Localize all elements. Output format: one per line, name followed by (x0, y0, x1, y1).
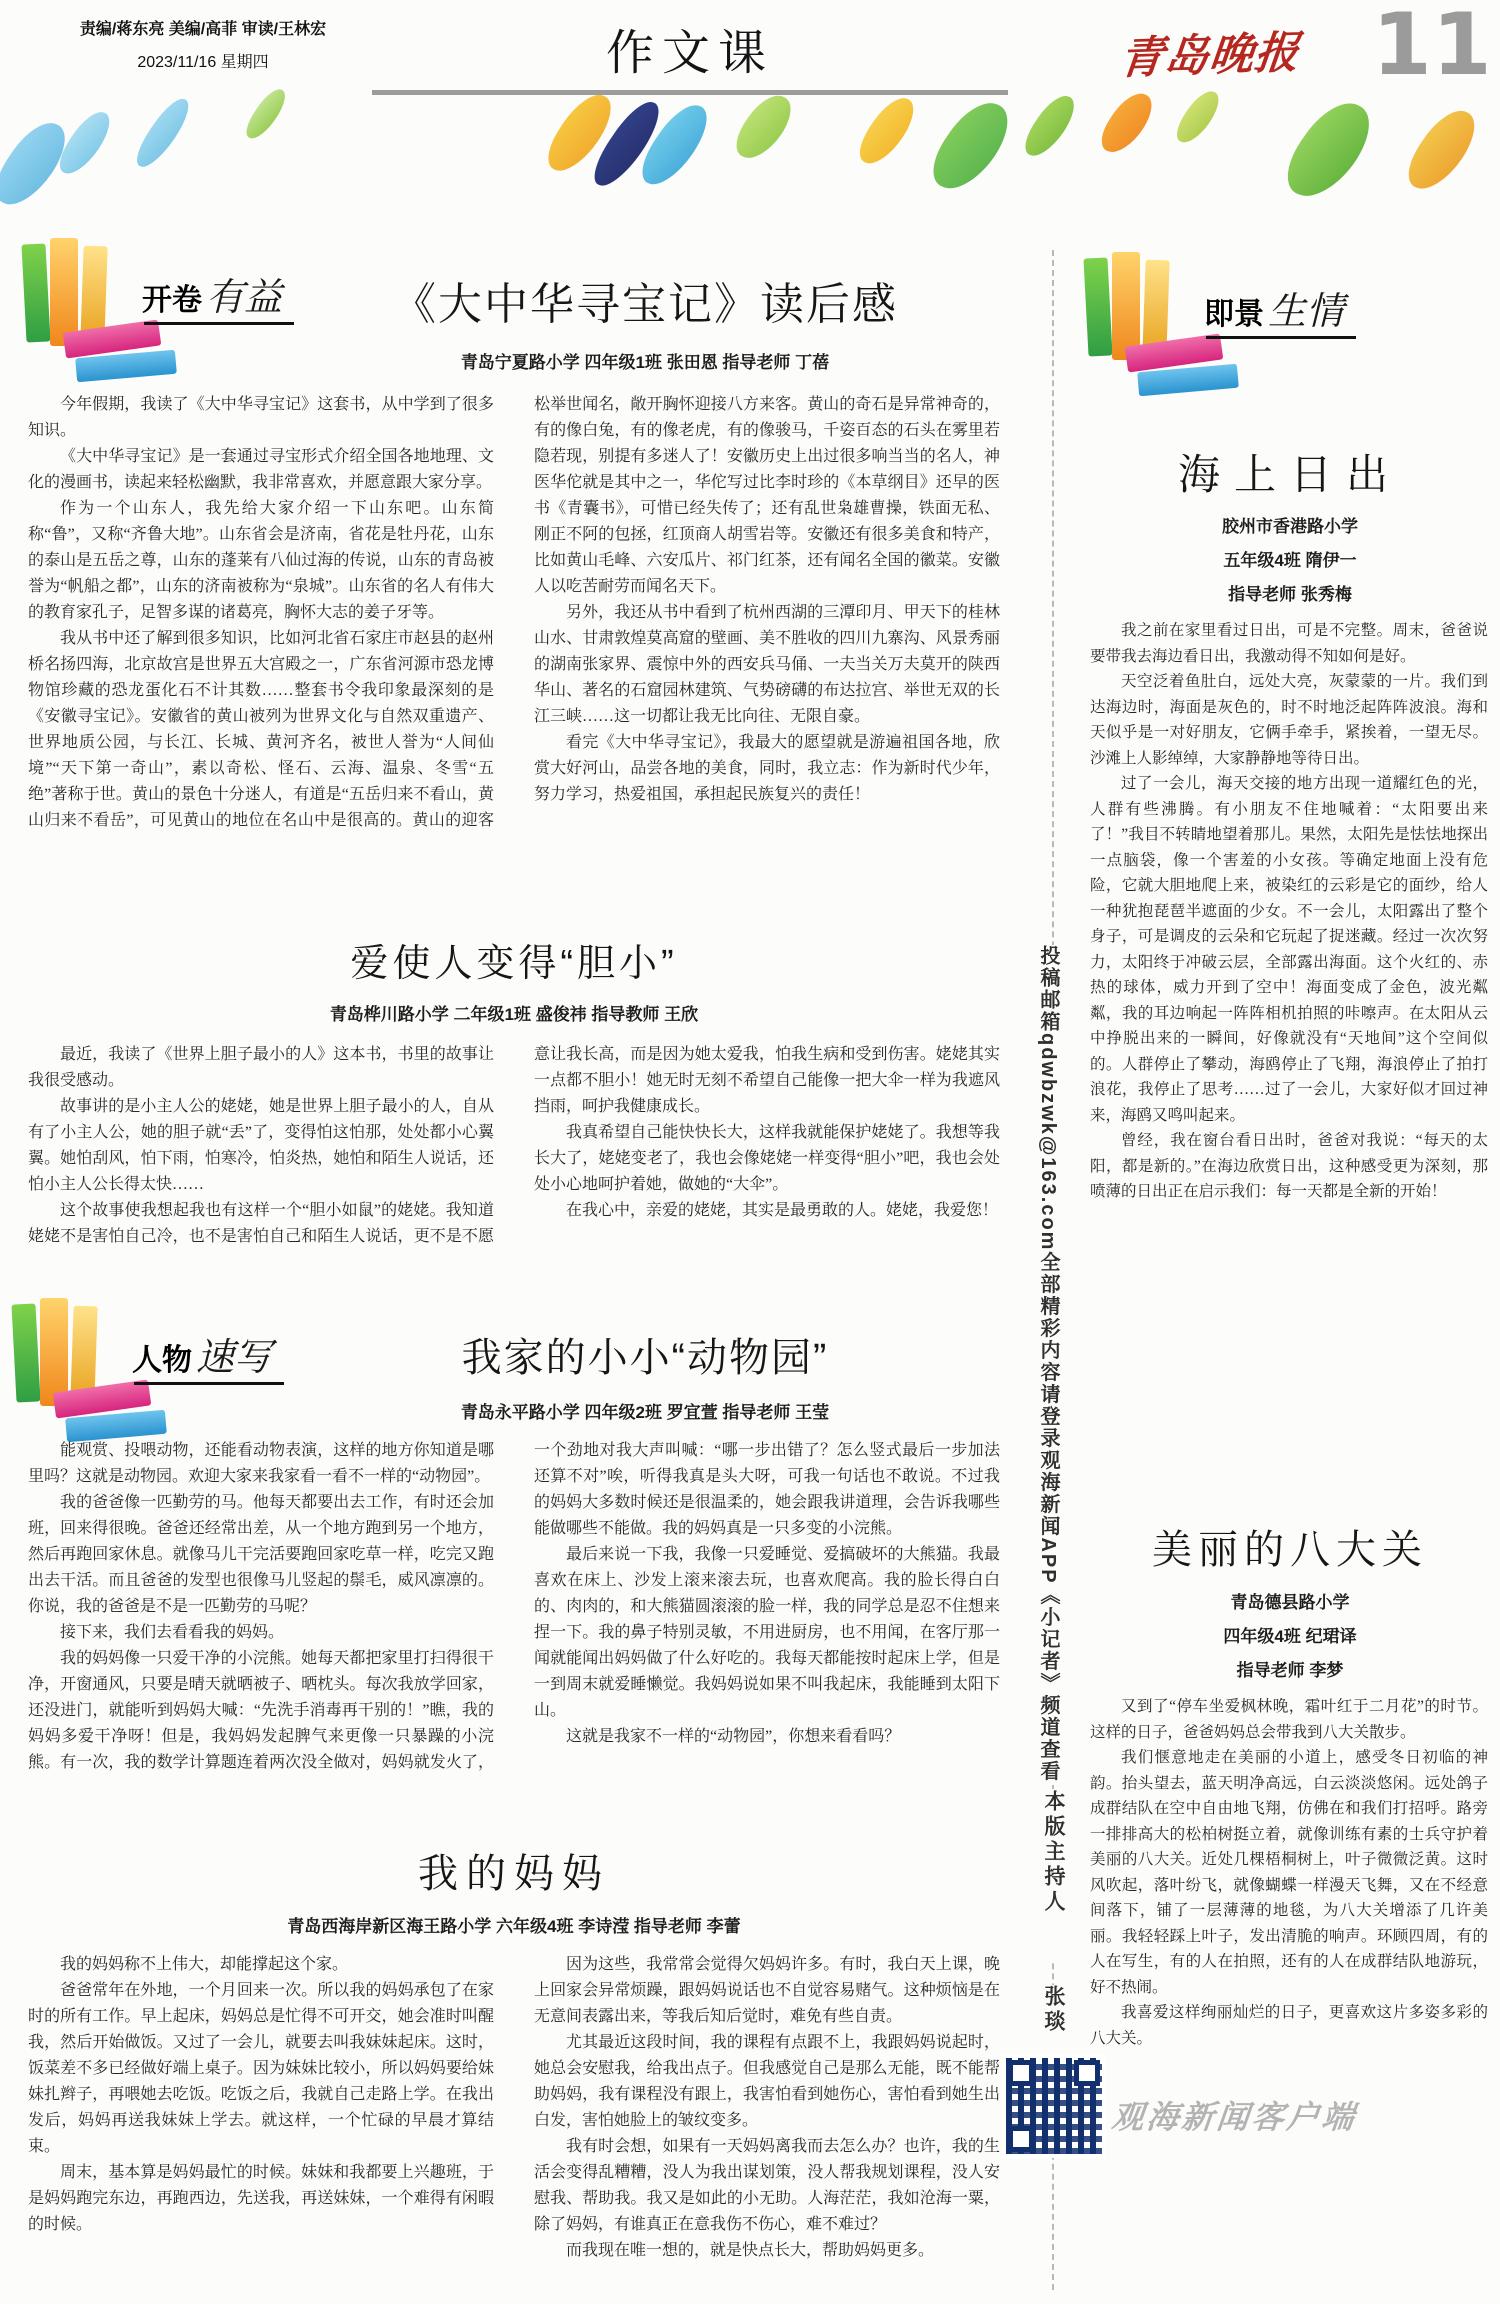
paragraph: 我有时会想，如果有一天妈妈离我而去怎么办？也许，我的生活会变得乱糟糟，没人为我出谋划策，没人帮我规划课程，没人安慰我、帮助我。我又是如此的小无助。人海茫茫，我如沧海一粟，除了妈妈，有谁真正在意我伤不伤心，难不难过？ (534, 2138, 1000, 2233)
paragraph: 周末，基本算是妈妈最忙的时候。妹妹和我都要上兴趣班，于是妈妈跑完东边，再跑西边，先送我，再送妹妹，一个难得有闲暇的时候。 (28, 2164, 494, 2233)
title-rule (372, 90, 1008, 95)
brush-stroke (128, 95, 197, 171)
qr-caption: 观海新闻客户端 (1109, 2098, 1359, 2136)
paragraph: 指导老师 张秀梅 (1228, 585, 1352, 604)
section-label-script: 有益 (206, 275, 283, 319)
books-icon (50, 238, 78, 346)
paragraph: 我从书中还了解到很多知识，比如河北省石家庄市赵县的赵州桥名扬四海，北京故宫是世界五大宫殿之一，广东省河源市恐龙博物馆珍藏的恐龙蛋化石不计其数……整套书令我印象最深刻的是《安徽寻宝记》。安徽省的黄山被列为世界文化与自然双重遗产、世界地质公园，与长江、长城、黄河齐名，被世人誉为“人间仙境”“天下第一奇山”，素以奇松、怪石、云海、温泉、冬雪“五绝”著称于世。黄山的景色十分迷人，有道是“五岳归来不看山，黄山归来不看岳”，可见黄山的地位在名山中是很高的。黄山的迎客松举世闻名，敞开胸怀迎接八方来客。黄山的奇石是异常神奇的，有的像白兔，有的像老虎，有的像骏马，千姿百态的石头在雾里若隐若现，别提有多迷人了！安徽历史上出过很多响当当的名人，神医华佗就是其中之一，华佗写过比李时珍的《本草纲目》还早的医书《青囊书》，可惜已经失传了；还有乱世枭雄曹操，铁面无私、刚正不阿的包拯，红顶商人胡雪岩等。安徽还有很多美食和特产，比如黄山毛峰、六安瓜片、祁门红茶，还有闻名全国的徽菜。安徽人以吃苦耐劳而闻名天下。 (28, 396, 1000, 829)
essay-body-mom (28, 1952, 1000, 2300)
brush-stroke (919, 96, 1023, 196)
section-jijing (1086, 252, 1366, 412)
books-icon (1083, 257, 1112, 356)
essay-body-badaguan (1090, 1694, 1488, 2284)
paragraph: 《大中华寻宝记》是一套通过寻宝形式介绍全国各地地理、文化的漫画书，读起来轻松幽默，我非常喜欢，并愿意跟大家分享。 (28, 448, 494, 491)
section-label (1204, 280, 1344, 335)
section-rule (1206, 336, 1356, 339)
paragraph: 这个故事使我想起我也有这样一个“胆小如鼠”的姥姥。我知道姥姥不是害怕自己冷，也不是害怕自己和陌生人说话，更不是不愿意让我长高，而是因为她太爱我，怕我生病和受到伤害。姥姥其实一点都不胆小！她无时无刻不希望自己能像一把大伞一样为我遮风挡雨，呵护我健康成长。 (28, 1046, 1000, 1245)
paragraph: 这就是我家不一样的“动物园”，你想来看看吗？ (566, 1728, 901, 1745)
books-icon (21, 243, 50, 342)
brush-stroke (726, 91, 802, 164)
essay-byline-mom: 青岛西海岸新区海王路小学 六年级4班 李诗滢 指导老师 李蕾 (287, 1917, 741, 1936)
essay-body-zoo (28, 1438, 1000, 1830)
essay-byline-treasure: 青岛宁夏路小学 四年级1班 张田恩 指导老师 丁蓓 (460, 353, 830, 372)
paragraph: 尤其最近这段时间，我的课程有点跟不上，我跟妈妈说起时，她总会安慰我，给我出点子。但我感觉自己是那么无能，既不能帮助妈妈，我有课程没有跟上，我害怕看到她伤心，害怕看到她生出白发，害怕她脸上的皱纹变多。 (534, 2034, 1000, 2129)
page-number: 11 (1372, 0, 1492, 95)
qr-finder (1008, 2126, 1034, 2152)
page-host-label: 本版主持人 (1038, 1790, 1068, 1960)
paragraph: 我的妈妈称不上伟大，却能撑起这个家。 (60, 1956, 349, 1973)
paragraph: 指导老师 李梦 (1236, 1661, 1344, 1680)
paragraph: 曾经，我在窗台看日出时，爸爸对我说：“每天的太阳，都是新的。”在海边欣赏日出，这种感受更为深刻，那喷薄的日出正在启示我们：每一天都是全新的开始！ (1090, 1132, 1488, 1200)
paragraph: 天空泛着鱼肚白，远处大亮，灰蒙蒙的一片。我们到达海边时，海面是灰色的，时不时地泛起阵阵波浪。海和天似乎是一对好朋友，它俩手牵手，紧挨着，一望无尽。沙滩上人影绰绰，大家静静地等待日出。 (1090, 673, 1488, 767)
essay-title-timid: 爱使人变得“胆小” (350, 943, 678, 985)
section-label-script: 速写 (196, 1335, 273, 1379)
brush-stroke (1396, 105, 1488, 195)
section-label-bold: 即景 (1204, 298, 1264, 331)
paragraph: 又到了“停车坐爱枫林晚，霜叶红于二月花”的时节。这样的日子，爸爸妈妈总会带我到八大关散步。 (1090, 1698, 1488, 1741)
section-label-script: 生情 (1268, 289, 1345, 333)
brush-stroke-band (0, 100, 1500, 220)
section-label (132, 1326, 272, 1381)
paragraph: 我们惬意地走在美丽的小道上，感受冬日初临的神韵。抬头望去，蓝天明净高远，白云淡淡悠闲。远处鸽子成群结队在空中自由地飞翔，仿佛在和我们打招呼。路旁一排排高大的松柏树挺立着，就像训练有素的士兵守护着美丽的八大关。近处几棵梧桐树上，叶子微微泛黄。这时风吹起，落叶纷飞，就像蝴蝶一样漫天飞舞，又在不经意间落下，铺了一层薄薄的地毯，为八大关增添了几许美丽。我轻轻踩上叶子，发出清脆的响声。环顾四周，有的人在写生，有的人在拍照，还有的人在成群结队地游玩，好不热闹。 (1090, 1749, 1488, 1996)
essay-body-sunrise (1090, 618, 1488, 1488)
credits-line: 责编/蒋东亮 美编/高菲 审读/王林宏 (79, 21, 327, 38)
paragraph: 我真希望自己能快快长大，这样我就能保护姥姥了。我想等我长大了，姥姥变老了，我也会像姥姥一样变得“胆小”吧，我也会处处小心地呵护着她，做她的“大伞”。 (534, 1124, 1000, 1193)
section-rule (144, 322, 294, 325)
essay-byline-sunrise (1090, 512, 1490, 614)
brush-stroke (850, 94, 925, 169)
essay-byline-timid: 青岛桦川路小学 二年级1班 盛俊祎 指导教师 王欣 (329, 1005, 699, 1024)
paragraph: 我之前在家里看过日出，可是不完整。周末，爸爸说要带我去海边看日出，我激动得不知如何是好。 (1090, 622, 1488, 665)
page-title: 作文课 (605, 27, 774, 80)
essay-title-treasure: 《大中华寻宝记》读后感 (392, 280, 898, 329)
section-kaijuan (24, 238, 304, 398)
essay-byline-badaguan (1090, 1588, 1490, 1690)
paragraph: 胶州市香港路小学 (1222, 517, 1358, 536)
paragraph: 看完《大中华寻宝记》，我最大的愿望就是游遍祖国各地，欣赏大好河山，品尝各地的美食，同时，我立志：作为新时代少年，努力学习，热爱祖国，承担起民族复兴的责任！ (534, 734, 1000, 803)
paragraph: 接下来，我们去看看我的妈妈。 (60, 1624, 285, 1641)
essay-title-zoo: 我家的小小“动物园” (461, 1336, 829, 1380)
paragraph: 故事讲的是小主人公的姥姥，她是世界上胆子最小的人，自从有了小主人公，她的胆子就“丢”了，变得怕这怕那，处处都小心翼翼。她怕刮风，怕下雨，怕寒冷，怕炎热，她怕和陌生人说话，还怕小主人公长得太快…… (28, 1098, 494, 1193)
brush-stroke (1016, 92, 1083, 160)
paragraph: 最后来说一下我，我像一只爱睡觉、爱搞破坏的大熊猫。我最喜欢在床上、沙发上滚来滚去玩，也喜欢爬高。我的脸长得白白的、肉肉的，和大熊猫圆滚滚的脸一样，我的同学总是忍不住想来捏一下。我的鼻子特别灵敏，不用进厨房，也不用闻，在客厅那一闻就能闻出妈妈做了什么好吃的。我每天都能按时起床上学，但是一到周末就爱睡懒觉。我妈妈说如果不叫我起床，我能睡到太阳下山。 (534, 1546, 1000, 1719)
section-renwu (14, 1298, 294, 1458)
section-rule (134, 1382, 284, 1385)
issue-date: 2023/11/16 星期四 (137, 54, 269, 71)
paragraph: 最近，我读了《世界上胆子最小的人》这本书，书里的故事让我很受感动。 (28, 1046, 494, 1089)
brush-stroke (1092, 89, 1162, 157)
paragraph: 能观赏、投喂动物，还能看动物表演，这样的地方你知道是哪里吗？这就是动物园。欢迎大家来我家看一看不一样的“动物园”。 (28, 1442, 494, 1485)
essay-byline-zoo: 青岛永平路小学 四年级2班 罗宜萱 指导老师 王莹 (460, 1403, 830, 1422)
paragraph: 我的妈妈像一只爱干净的小浣熊。她每天都把家里打扫得很干净，开窗通风，只要是晴天就晒被子、晒枕头。每次我放学回家，还没进门，就能听到妈妈大喊：“先洗手消毒再干别的！”瞧，我的妈妈多爱干净呀！但是，我妈妈发起脾气来更像一只暴躁的小浣熊。有一次，我的数学计算题连着两次没全做对，妈妈就发火了，一个劲地对我大声叫喊：“哪一步出错了？怎么竖式最后一步加法还算不对”唉，听得我真是头大呀，可我一句话也不敢说。不过我的妈妈大多数时候还是很温柔的，她会跟我讲道理，会告诉我哪些能做哪些不能做。我的妈妈真是一只多变的小浣熊。 (28, 1442, 1000, 1771)
newspaper-logo: 青岛晚报 (1116, 26, 1303, 85)
qr-finder (1008, 2060, 1034, 2086)
essay-title-badaguan: 美丽的八大关 (1152, 1528, 1428, 1572)
essay-body-timid (28, 1042, 1000, 1304)
brush-stroke (240, 86, 293, 141)
paragraph: 过了一会儿，海天交接的地方出现一道耀红色的光，人群有些沸腾。有小朋友不住地喊着：“太阳要出来了！”我目不转睛地望着那儿。果然，太阳先是怯怯地探出一点脑袋，像一个害羞的小女孩。等确定地面上没有危险，它就大胆地爬上来，被染红的云彩是它的面纱，给人一种犹抱琵琶半遮面的少女。不一会儿，太阳露出了整个身子，可是调皮的云朵和它玩起了捉迷藏。经过一次次努力，太阳终于冲破云层，全部露出海面。这个火红的、赤热的球体，威力开到了空中！海面变成了金色，波光粼粼，我的耳边响起一阵阵相机拍照的咔嚓声。在太阳从云中挣脱出来的一瞬间，好像就没有“天地间”这个空间似的。人群停止了攀动，海鸥停止了飞翔，海浪停止了拍打浪花，我停止了思考……过了一会儿，大家好似才回过神来，海鸥又鸣叫起来。 (1090, 775, 1488, 1124)
section-label (142, 266, 282, 321)
paragraph: 爸爸常年在外地，一个月回来一次。所以我的妈妈承包了在家时的所有工作。早上起床，妈妈总是忙得不可开交，她会准时叫醒我，然后开始做饭。又过了一会儿，就要去叫我妹妹起床。这时，饭菜差不多已经做好端上桌子。因为妹妹比较小，所以妈妈要给妹妹扎辫子，再喂她去吃饭。吃饭之后，我就自己走路上学。在我出发后，妈妈再送我妹妹上学去。就这样，一个忙碌的早晨才算结束。 (28, 1982, 494, 2155)
essay-body-treasure (28, 392, 1000, 910)
section-label-bold: 人物 (132, 1344, 192, 1377)
paragraph: 在我心中，亲爱的姥姥，其实是最勇敢的人。姥姥，我爱您！ (566, 1202, 999, 1219)
books-icon (11, 1303, 40, 1402)
brush-stroke (1169, 88, 1227, 146)
paragraph: 青岛德县路小学 (1230, 1593, 1350, 1612)
paragraph: 四年级4班 纪珺译 (1223, 1627, 1357, 1646)
submission-email-note: 投稿邮箱qdwbzwk@163.com全部精彩内容请登录观海新闻APP《小记者》频道查看 (1034, 945, 1063, 1785)
paragraph: 另外，我还从书中看到了杭州西湖的三潭印月、甲天下的桂林山水、甘肃敦煌莫高窟的壁画、美不胜收的四川九寨沟、风景秀丽的湖南张家界、震惊中外的西安兵马俑、一夫当关万夫莫开的陕西华山、著名的石窟园林建筑、气势磅礴的布达拉宫、举世无双的长江三峡……这一切都让我无比向往、无限自豪。 (534, 604, 1000, 725)
paragraph: 作为一个山东人，我先给大家介绍一下山东吧。山东简称“鲁”，又称“齐鲁大地”。山东省会是济南，省花是牡丹花，山东的泰山是五岳之尊，山东的蓬莱有八仙过海的传说，山东的青岛被誉为“帆船之都”，山东的济南被称为“泉城”。山东省的名人有伟大的教育家孔子，足智多谋的诸葛亮，胸怀大志的姜子牙等。 (28, 500, 494, 621)
editor-credits (28, 16, 378, 72)
essay-title-mom: 我的妈妈 (418, 1852, 610, 1896)
paragraph: 我的爸爸像一匹勤劳的马。他每天都要出去工作，有时还会加班，回来得很晚。爸爸还经常出差，从一个地方跑到另一个地方，然后再跑回家休息。就像马儿干完活要跑回家吃草一样，吃完又跑出去干活。而且爸爸的发型也很像马儿竖起的鬃毛，威风凛凛的。你说，我的爸爸是不是一匹勤劳的马呢？ (28, 1494, 494, 1615)
page-host-name: 张琰 (1038, 1985, 1068, 2055)
books-icon (1112, 252, 1140, 360)
paragraph: 而我现在唯一想的，就是快点长大，帮助妈妈更多。 (566, 2242, 935, 2259)
paragraph: 我喜爱这样绚丽灿烂的日子，更喜欢这片多姿多彩的八大关。 (1090, 2004, 1488, 2047)
books-icon (40, 1298, 68, 1406)
essay-title-sunrise: 海上日出 (1177, 451, 1402, 498)
brush-stroke (1272, 96, 1386, 205)
paragraph: 因为这些，我常常会觉得欠妈妈许多。有时，我白天上课，晚上回家会异常烦躁，跟妈妈说话也不自觉容易赌气。这种烦恼是在无意间表露出来，等我后知后觉时，难免有些自责。 (534, 1956, 1000, 2025)
qr-code (1006, 2058, 1102, 2154)
section-label-bold: 开卷 (142, 284, 202, 317)
paragraph: 今年假期，我读了《大中华寻宝记》这套书，从中学到了很多知识。 (28, 396, 494, 439)
paragraph: 五年级4班 隋伊一 (1223, 551, 1357, 570)
